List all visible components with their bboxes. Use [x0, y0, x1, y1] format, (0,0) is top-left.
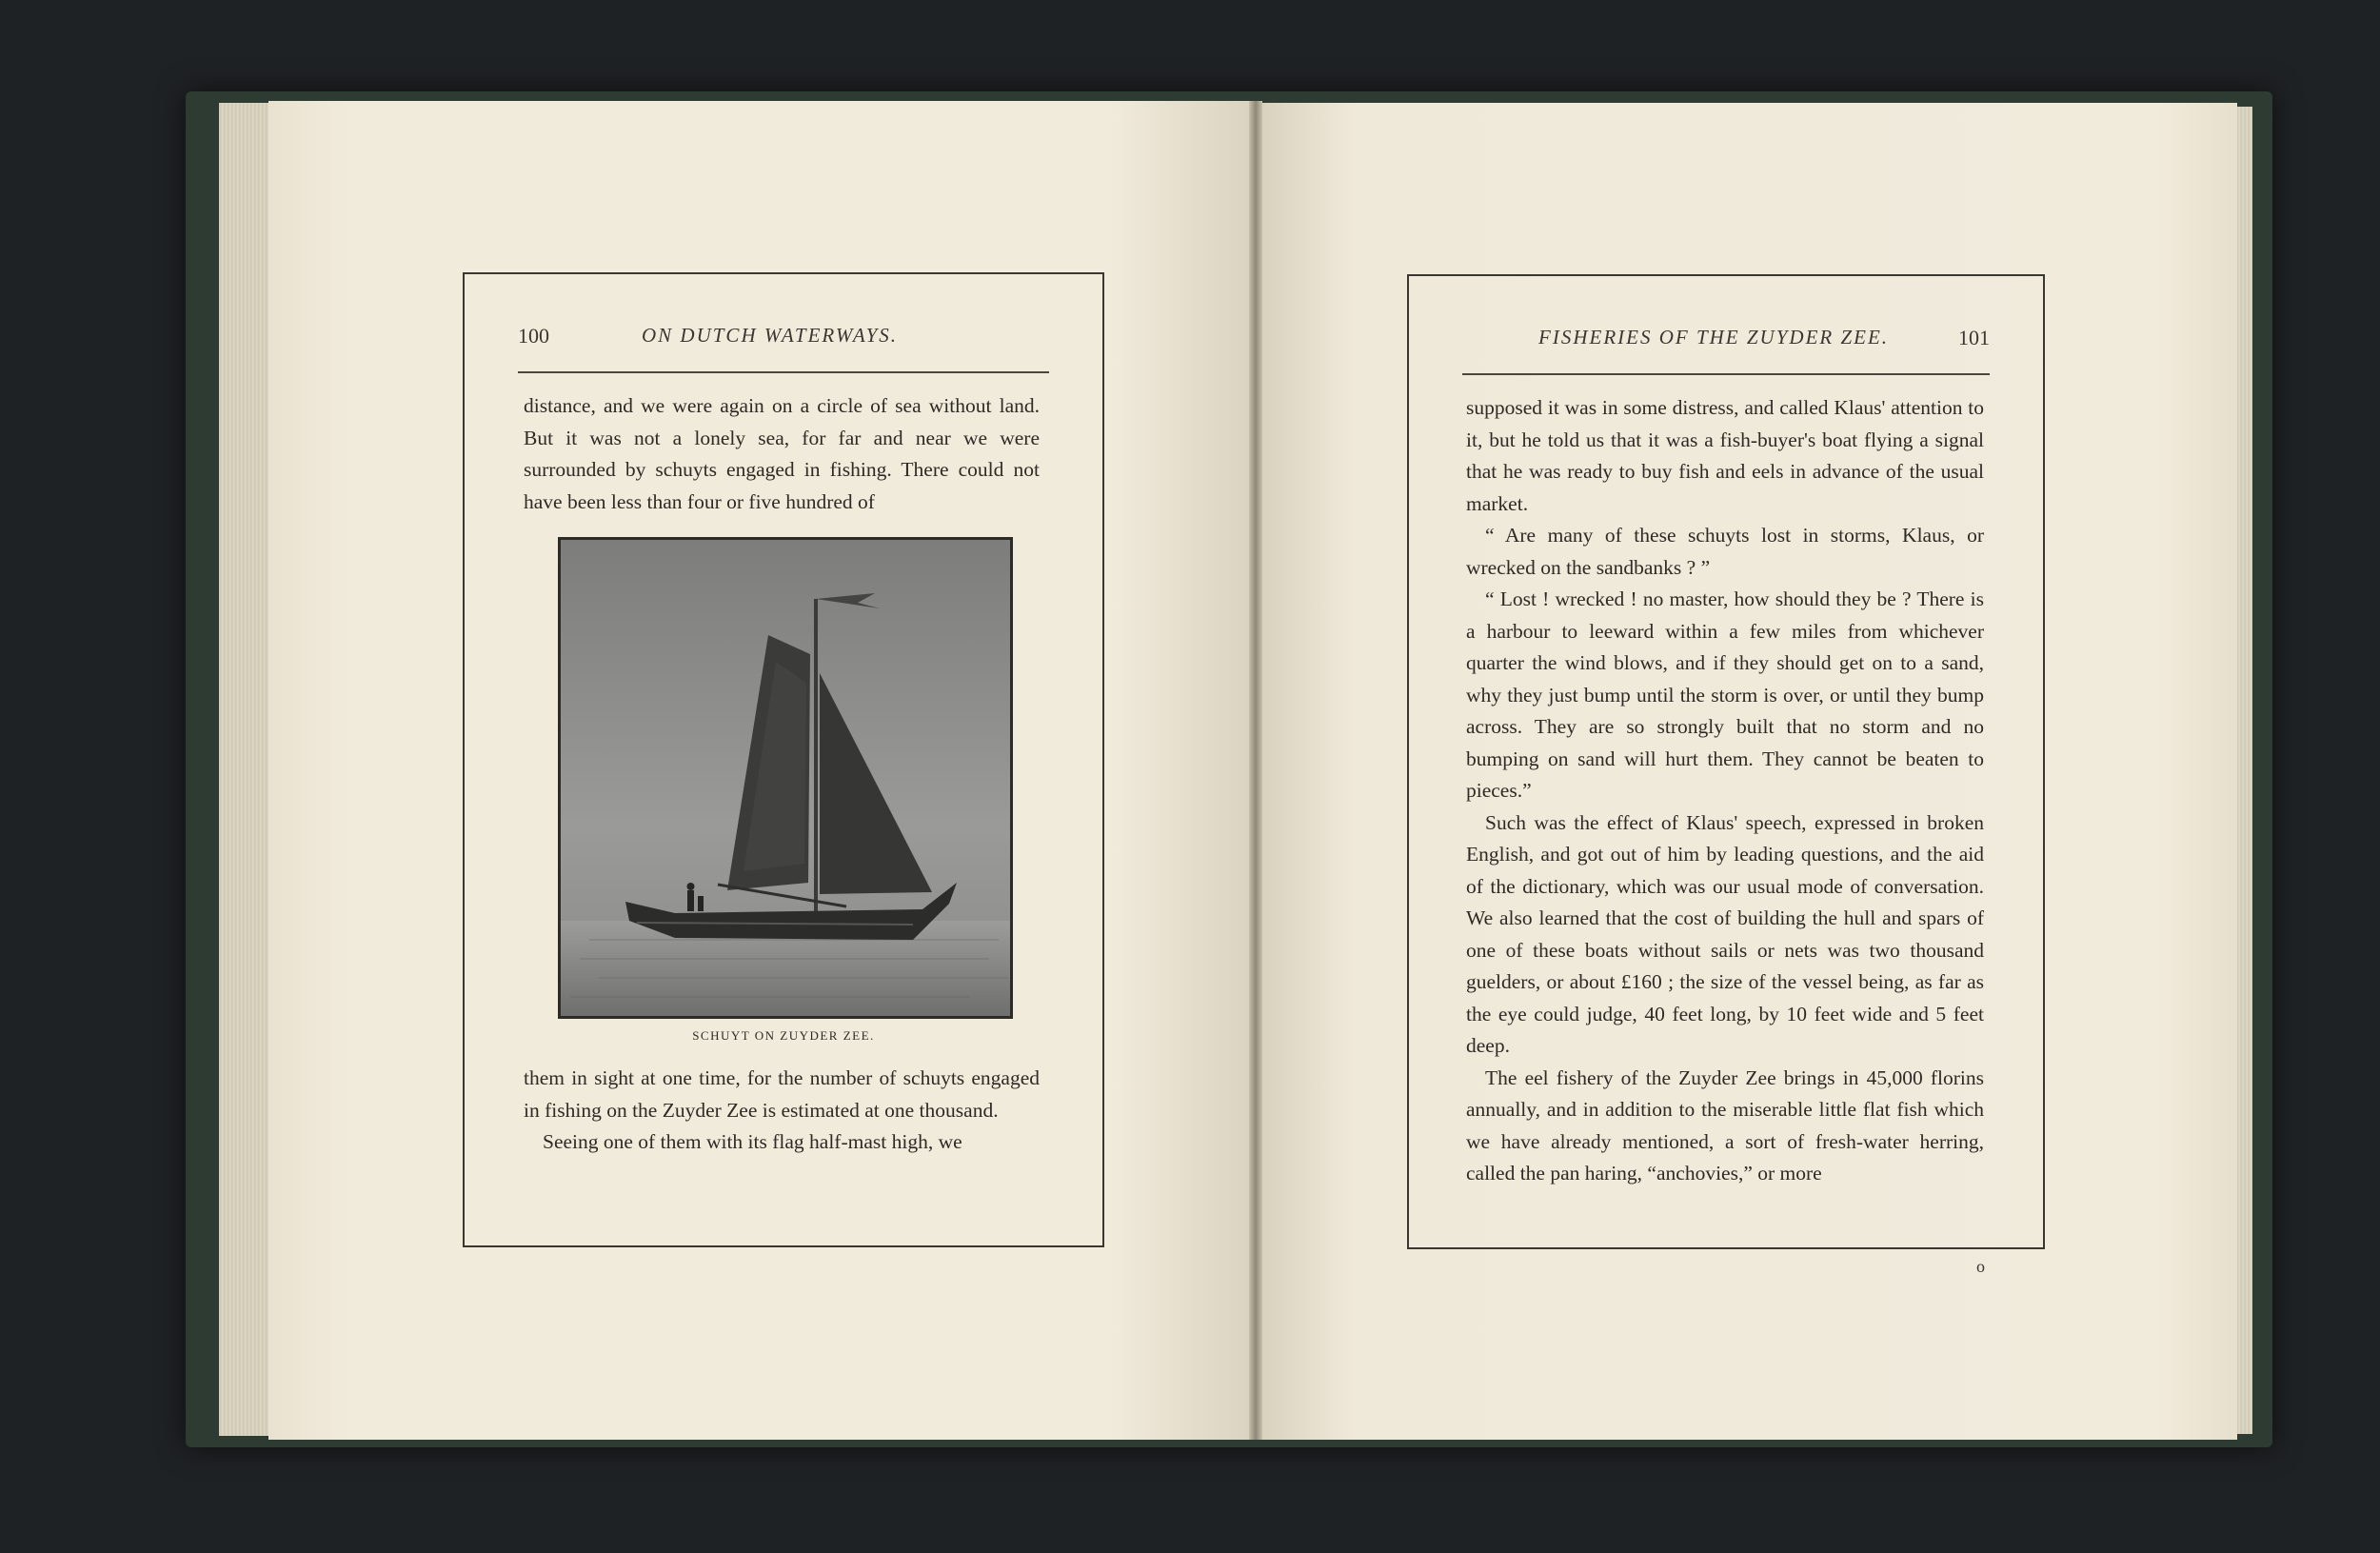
- paragraph: Seeing one of them with its flag half-mast high, we: [543, 1130, 962, 1153]
- illustration-caption: SCHUYT ON ZUYDER ZEE.: [692, 1028, 875, 1043]
- book-gutter: [1249, 101, 1262, 1440]
- right-head-rule: [1462, 373, 1990, 375]
- left-running-title: ON DUTCH WATERWAYS.: [642, 324, 899, 347]
- left-running-head: [518, 324, 1049, 362]
- page-edges-left: [219, 103, 276, 1436]
- right-running-head: [1462, 326, 1990, 364]
- paragraph: Such was the effect of Klaus' speech, expressed in broken English, and got out of him by leading questions, and the aid of the dictionary, which was our usual mode of conversation. We also learned that the cost of building the hull and spars of one of these boats without sails or nets was two thousand guelders, or about £160 ; the size of the vessel being, as far as the eye could judge, 40 feet long, by 10 feet wide and 5 feet deep.: [1466, 810, 1984, 1057]
- paragraph: supposed it was in some distress, and called Klaus' attention to it, but he told us that it was a fish-buyer's boat flying a signal that he was ready to buy fish and eels in advance of the usual market.: [1466, 396, 1984, 515]
- left-text-top: [524, 390, 1040, 518]
- paragraph: The eel fishery of the Zuyder Zee brings in 45,000 florins annually, and in addition to the miserable little flat fish which we have already mentioned, a sort of fresh-water herring, called the pan haring, “anchovies,” or more: [1466, 1065, 1984, 1185]
- paragraph: them in sight at one time, for the number of schuyts engaged in fishing on the Zuyder Zee is estimated at one thousand.: [524, 1066, 1040, 1122]
- paragraph: distance, and we were again on a circle of sea without land. But it was not a lonely sea, for far and near we were surrounded by schuyts engaged in fishing. There could not have been less than four or five hundred of: [524, 394, 1040, 513]
- left-page-number: 100: [518, 324, 549, 348]
- right-text-frame: [1407, 274, 2045, 1249]
- right-text: [1466, 392, 1984, 1190]
- schuyt-illustration: [558, 537, 1013, 1019]
- left-text-bottom: [524, 1063, 1040, 1159]
- paragraph: “ Are many of these schuyts lost in storms, Klaus, or wrecked on the sandbanks ? ”: [1466, 524, 1984, 579]
- right-page-number: 101: [1958, 326, 1990, 349]
- left-head-rule: [518, 371, 1049, 373]
- right-running-title: FISHERIES OF THE ZUYDER ZEE.: [1538, 326, 1890, 348]
- paragraph: “ Lost ! wrecked ! no master, how should they be ? There is a harbour to leeward within a few miles from whichever quarter the wind blows, and if they should get on to a sand, why they just bump until the storm is over, or until they bump across. They are so strongly built that no storm and no bumping on sand will hurt them. They cannot be beaten to pieces.”: [1466, 587, 1984, 802]
- signature-mark: o: [1976, 1257, 1985, 1276]
- left-text-frame: [463, 272, 1104, 1247]
